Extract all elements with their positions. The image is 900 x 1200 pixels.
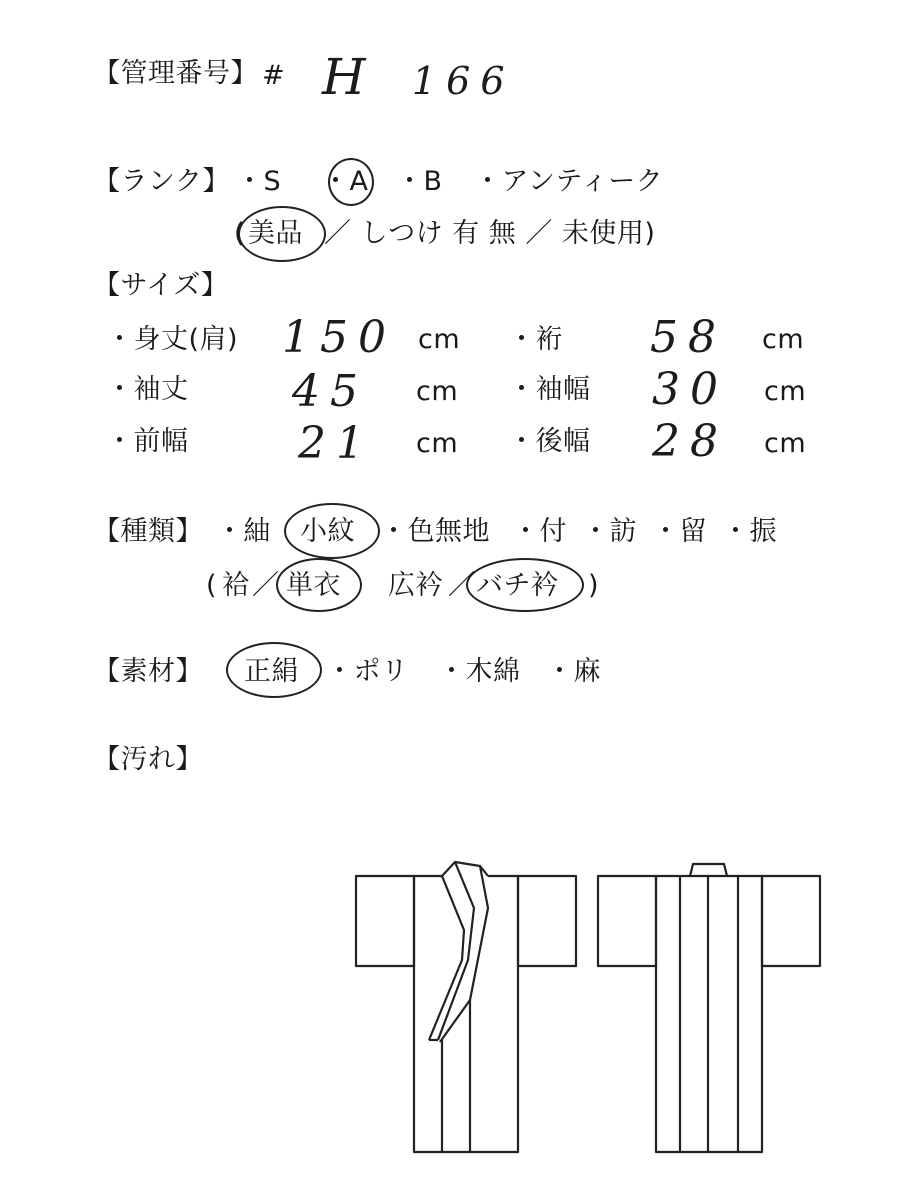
type-option-furi: ・振	[722, 516, 777, 547]
type-sub-awase: 袷	[222, 570, 250, 601]
size-row2-left-unit: cm	[416, 376, 459, 407]
size-row2-right-value: 30	[652, 364, 728, 415]
type-sub-hitoe: 単衣	[286, 570, 341, 601]
type-option-tsumugi: ・紬	[216, 516, 271, 547]
management-hash: #	[262, 60, 286, 91]
type-sub-open: (	[206, 570, 218, 601]
condition-open: (	[234, 218, 246, 249]
size-row1-left-unit: cm	[418, 324, 461, 355]
size-row3-left-value: 21	[298, 418, 374, 469]
size-row2-left-value: 45	[292, 366, 368, 417]
type-sub-close: )	[588, 570, 600, 601]
type-sub-hiroeri: 広衿	[388, 570, 443, 601]
rank-option-antique: ・アンティーク	[474, 166, 664, 197]
size-row2-left-label: ・袖丈	[106, 374, 189, 405]
size-row1-right-label: ・裄	[508, 324, 563, 355]
size-label: 【サイズ】	[93, 270, 229, 301]
material-selected: 正絹	[244, 656, 299, 687]
size-row3-left-unit: cm	[416, 428, 459, 459]
size-row3-right-label: ・後幅	[508, 426, 591, 457]
size-row3-right-unit: cm	[764, 428, 807, 459]
type-option-tsuke: ・付	[512, 516, 567, 547]
kimono-front-diagram	[356, 862, 576, 1152]
stains-label: 【汚れ】	[93, 744, 203, 775]
material-option-poly: ・ポリ	[326, 656, 409, 687]
size-row1-right-unit: cm	[762, 324, 805, 355]
size-row2-right-unit: cm	[764, 376, 807, 407]
material-label: 【素材】	[93, 656, 203, 687]
size-row1-left-label: ・身丈(肩)	[106, 324, 239, 355]
type-option-hou: ・訪	[582, 516, 637, 547]
size-row1-right-value: 58	[650, 312, 726, 363]
rank-option-s: ・S	[236, 166, 282, 197]
management-number-digits: 166	[412, 59, 515, 103]
type-option-tome: ・留	[652, 516, 707, 547]
type-option-komon: 小紋	[300, 516, 355, 547]
type-sub-slash-2: ／	[448, 570, 476, 601]
rank-option-a: ・A	[322, 166, 369, 197]
size-row2-right-label: ・袖幅	[508, 374, 591, 405]
size-row3-right-value: 28	[652, 416, 728, 467]
kimono-back-diagram	[598, 864, 820, 1152]
rank-option-b: ・B	[396, 166, 443, 197]
management-label: 【管理番号】	[93, 58, 258, 89]
material-option-cotton: ・木綿	[438, 656, 521, 687]
type-option-iromuji: ・色無地	[380, 516, 490, 547]
size-row1-left-value: 150	[282, 312, 396, 363]
management-number-letter: H	[322, 48, 372, 106]
size-row3-left-label: ・前幅	[106, 426, 189, 457]
condition-rest: ／ しつけ 有 無 ／ 未使用)	[324, 218, 656, 249]
type-sub-slash: ／	[252, 570, 280, 601]
type-sub-bachieri: バチ衿	[476, 570, 559, 601]
material-option-linen: ・麻	[546, 656, 601, 687]
rank-label: 【ランク】	[93, 166, 230, 197]
type-label: 【種類】	[93, 516, 203, 547]
condition-selected: 美品	[248, 218, 303, 249]
